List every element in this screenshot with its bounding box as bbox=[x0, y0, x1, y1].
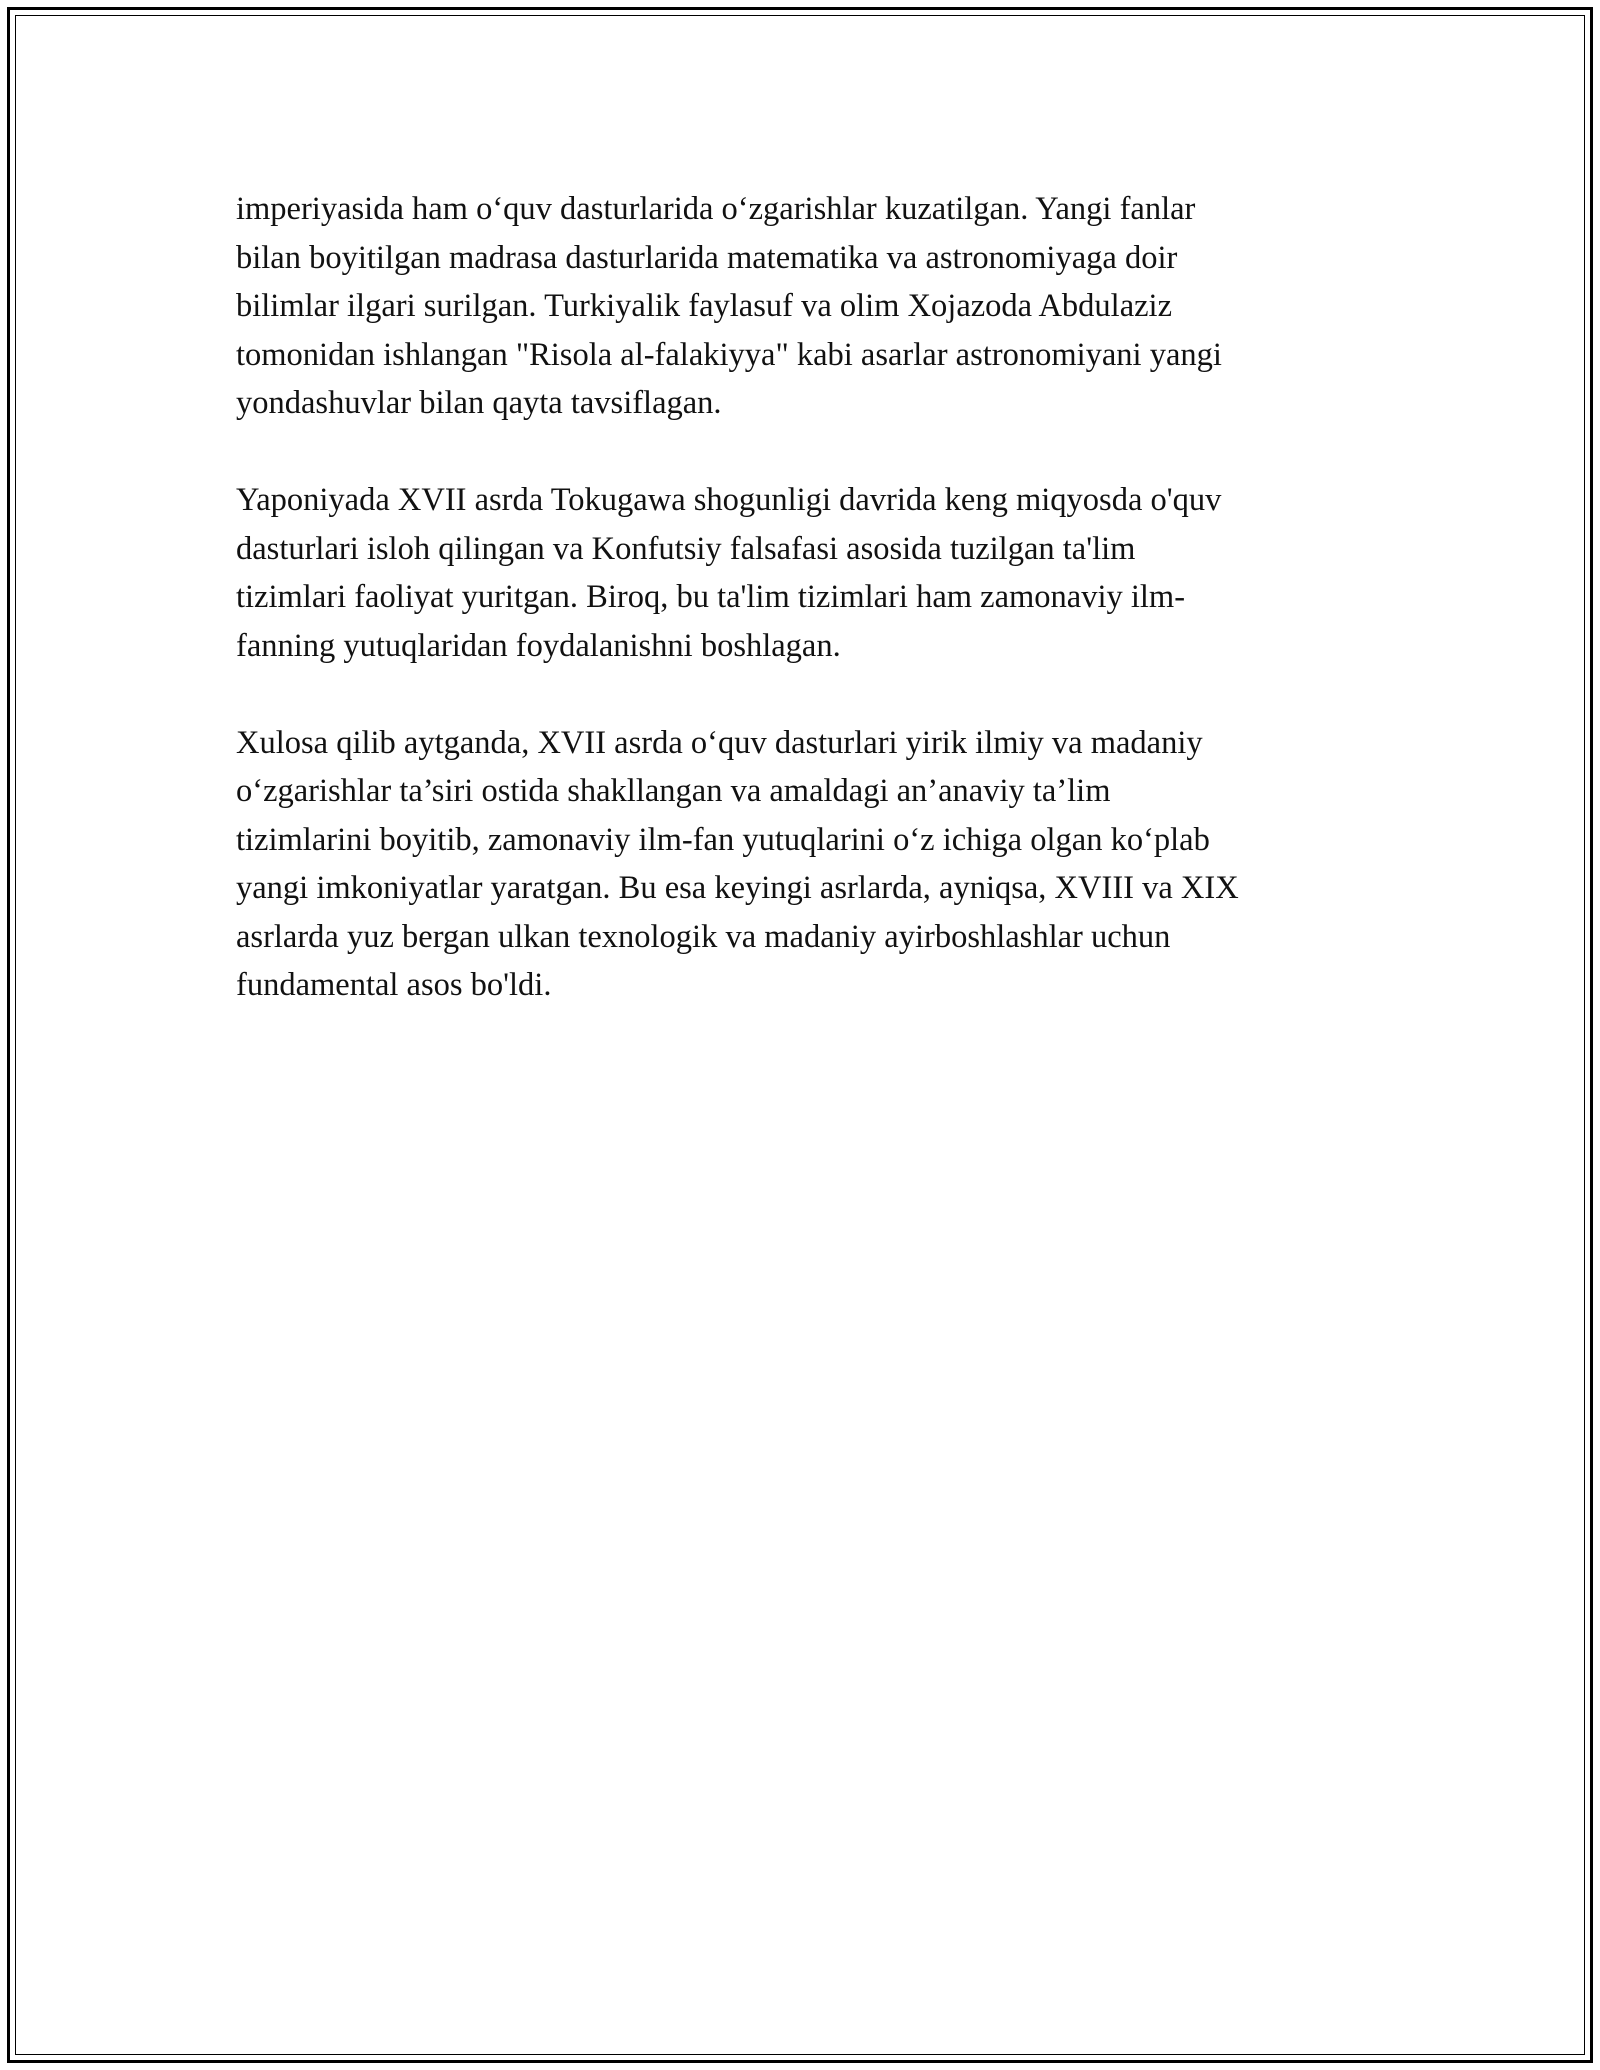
text-line: fundamental asos bo'ldi. bbox=[236, 967, 552, 1003]
text-line: Xulosa qilib aytganda, XVII asrda o‘quv dasturlari yirik ilmiy va madaniy bbox=[236, 724, 1203, 761]
paragraph-2 bbox=[236, 476, 1366, 670]
document-body bbox=[236, 185, 1366, 1058]
text-line: Yaponiyada XVII asrda Tokugawa shogunligi davrida keng miqyosda o'quv bbox=[236, 482, 1222, 518]
text-line: yangi imkoniyatlar yaratgan. Bu esa keyingi asrlarda, ayniqsa, XVIII va XIX bbox=[236, 870, 1239, 906]
text-line: imperiyasida ham o‘quv dasturlarida o‘zgarishlar kuzatilgan. Yangi fanlar bbox=[236, 191, 1196, 227]
text-line: tomonidan ishlangan "Risola al-falakiyya" kabi asarlar astronomiyani yangi bbox=[236, 336, 1222, 373]
text-line: bilan boyitilgan madrasa dasturlarida matematika va astronomiyaga doir bbox=[236, 239, 1178, 276]
text-line: fanning yutuqlaridan foydalanishni boshlagan. bbox=[236, 627, 841, 664]
text-line: yondashuvlar bilan qayta tavsiflagan. bbox=[236, 385, 722, 421]
text-line: tizimlarini boyitib, zamonaviy ilm-fan yutuqlarini o‘z ichiga olgan ko‘plab bbox=[236, 821, 1210, 858]
text-line: bilimlar ilgari surilgan. Turkiyalik faylasuf va olim Xojazoda Abdulaziz bbox=[236, 288, 1172, 324]
text-line: asrlarda yuz bergan ulkan texnologik va madaniy ayirboshlashlar uchun bbox=[236, 918, 1171, 955]
text-line: o‘zgarishlar ta’siri ostida shakllangan va amaldagi an’anaviy ta’lim bbox=[236, 773, 1111, 809]
paragraph-1 bbox=[236, 185, 1366, 428]
paragraph-3 bbox=[236, 719, 1366, 1010]
text-line: dasturlari isloh qilingan va Konfutsiy falsafasi asosida tuzilgan ta'lim bbox=[236, 530, 1136, 567]
text-line: tizimlari faoliyat yuritgan. Biroq, bu ta'lim tizimlari ham zamonaviy ilm- bbox=[236, 579, 1186, 615]
